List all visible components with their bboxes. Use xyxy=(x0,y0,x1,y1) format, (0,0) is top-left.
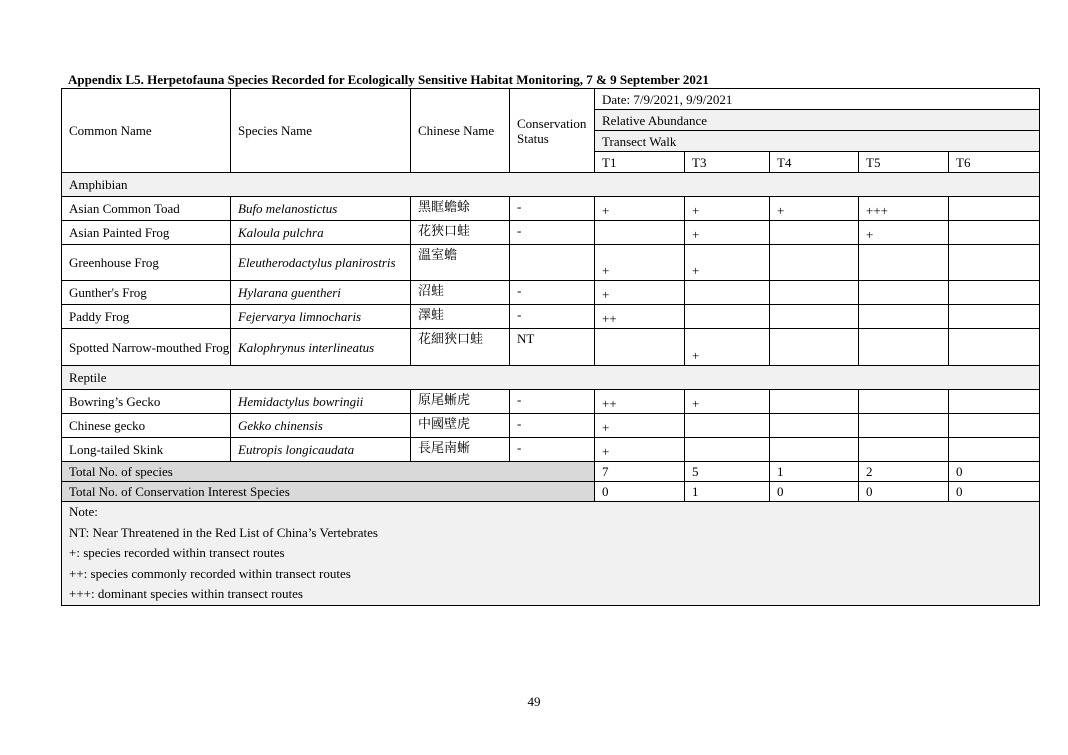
common-name-cell: Spotted Narrow-mouthed Frog xyxy=(62,329,231,366)
conservation-status-cell: - xyxy=(510,221,595,245)
abundance-cell: + xyxy=(595,438,685,462)
group-row xyxy=(62,173,1040,197)
abundance-cell: +++ xyxy=(859,197,949,221)
species-name-cell: Fejervarya limnocharis xyxy=(231,305,411,329)
species-name-cell: Gekko chinensis xyxy=(231,414,411,438)
total-value: 1 xyxy=(685,482,770,502)
notes-cell xyxy=(62,502,1040,606)
abundance-cell xyxy=(949,414,1040,438)
abundance-cell xyxy=(949,390,1040,414)
group-label: Amphibian xyxy=(62,173,1040,197)
abundance-cell xyxy=(949,329,1040,366)
conservation-status-cell: - xyxy=(510,305,595,329)
abundance-cell xyxy=(770,438,859,462)
conservation-status-cell: - xyxy=(510,390,595,414)
header-conservation-status: Conservation Status xyxy=(510,89,595,173)
table-row xyxy=(62,305,1040,329)
chinese-name-cell: 花狹口蛙 xyxy=(411,221,510,245)
common-name-cell: Gunther's Frog xyxy=(62,281,231,305)
table-row xyxy=(62,329,1040,366)
abundance-cell: + xyxy=(685,245,770,281)
species-name-cell: Hemidactylus bowringii xyxy=(231,390,411,414)
abundance-cell: ++ xyxy=(595,305,685,329)
header-transect: T3 xyxy=(685,152,770,173)
common-name-cell: Bowring’s Gecko xyxy=(62,390,231,414)
abundance-cell: + xyxy=(595,197,685,221)
chinese-name-cell: 澤蛙 xyxy=(411,305,510,329)
abundance-cell xyxy=(859,305,949,329)
header-transect: T6 xyxy=(949,152,1040,173)
table-row xyxy=(62,245,1040,281)
total-label: Total No. of species xyxy=(62,462,595,482)
abundance-cell xyxy=(859,390,949,414)
total-value: 1 xyxy=(770,462,859,482)
total-value: 0 xyxy=(859,482,949,502)
abundance-cell xyxy=(685,414,770,438)
abundance-cell xyxy=(770,414,859,438)
abundance-cell: ++ xyxy=(595,390,685,414)
total-value: 0 xyxy=(595,482,685,502)
species-name-cell: Eutropis longicaudata xyxy=(231,438,411,462)
abundance-cell xyxy=(859,438,949,462)
abundance-cell: + xyxy=(859,221,949,245)
header-date: Date: 7/9/2021, 9/9/2021 xyxy=(595,89,1040,110)
table-row xyxy=(62,197,1040,221)
chinese-name-cell: 沼蛙 xyxy=(411,281,510,305)
conservation-status-cell: - xyxy=(510,281,595,305)
header-chinese-name: Chinese Name xyxy=(411,89,510,173)
note-line: NT: Near Threatened in the Red List of China’s Vertebrates xyxy=(69,524,378,540)
group-row xyxy=(62,366,1040,390)
header-species-name: Species Name xyxy=(231,89,411,173)
species-name-cell: Bufo melanostictus xyxy=(231,197,411,221)
chinese-name-cell: 中國壁虎 xyxy=(411,414,510,438)
abundance-cell xyxy=(770,390,859,414)
abundance-cell xyxy=(859,281,949,305)
abundance-cell xyxy=(770,245,859,281)
abundance-cell: + xyxy=(595,281,685,305)
abundance-cell: + xyxy=(685,221,770,245)
table-row xyxy=(62,414,1040,438)
abundance-cell xyxy=(595,329,685,366)
abundance-cell: + xyxy=(770,197,859,221)
table-row xyxy=(62,438,1040,462)
total-row xyxy=(62,482,1040,502)
species-name-cell: Kalophrynus interlineatus xyxy=(231,329,411,366)
abundance-cell xyxy=(859,329,949,366)
total-value: 0 xyxy=(949,462,1040,482)
abundance-cell xyxy=(770,221,859,245)
notes-row xyxy=(62,502,1040,606)
header-relative-abundance: Relative Abundance xyxy=(595,110,1040,131)
note-line: ++: species commonly recorded within transect routes xyxy=(69,565,351,581)
abundance-cell xyxy=(685,305,770,329)
common-name-cell: Paddy Frog xyxy=(62,305,231,329)
table-caption: Appendix L5. Herpetofauna Species Recorded for Ecologically Sensitive Habitat Monitoring, 7 & 9 September 2021 xyxy=(68,72,709,87)
species-name-cell: Hylarana guentheri xyxy=(231,281,411,305)
conservation-status-cell xyxy=(510,245,595,281)
common-name-cell: Greenhouse Frog xyxy=(62,245,231,281)
abundance-cell xyxy=(770,329,859,366)
group-label: Reptile xyxy=(62,366,1040,390)
abundance-cell xyxy=(595,221,685,245)
abundance-cell xyxy=(949,281,1040,305)
chinese-name-cell: 花細狹口蛙 xyxy=(411,329,510,366)
herpetofauna-table xyxy=(61,88,1040,606)
conservation-status-cell: - xyxy=(510,438,595,462)
total-value: 7 xyxy=(595,462,685,482)
abundance-cell: + xyxy=(595,414,685,438)
conservation-status-cell: NT xyxy=(510,329,595,366)
abundance-cell xyxy=(949,197,1040,221)
header-transect: T1 xyxy=(595,152,685,173)
abundance-cell xyxy=(685,281,770,305)
total-value: 5 xyxy=(685,462,770,482)
abundance-cell xyxy=(859,414,949,438)
species-name-cell: Eleutherodactylus planirostris xyxy=(231,245,411,281)
note-line: Note: xyxy=(69,504,98,519)
common-name-cell: Chinese gecko xyxy=(62,414,231,438)
abundance-cell: + xyxy=(595,245,685,281)
abundance-cell xyxy=(949,221,1040,245)
header-transect: T5 xyxy=(859,152,949,173)
table-row xyxy=(62,390,1040,414)
total-label: Total No. of Conservation Interest Species xyxy=(62,482,595,502)
table-row xyxy=(62,221,1040,245)
abundance-cell xyxy=(859,245,949,281)
total-value: 0 xyxy=(949,482,1040,502)
abundance-cell: + xyxy=(685,197,770,221)
chinese-name-cell: 原尾蜥虎 xyxy=(411,390,510,414)
total-value: 0 xyxy=(770,482,859,502)
header-common-name: Common Name xyxy=(62,89,231,173)
note-line: +++: dominant species within transect routes xyxy=(69,586,303,601)
abundance-cell: + xyxy=(685,329,770,366)
conservation-status-cell: - xyxy=(510,197,595,221)
common-name-cell: Long-tailed Skink xyxy=(62,438,231,462)
abundance-cell xyxy=(770,281,859,305)
common-name-cell: Asian Painted Frog xyxy=(62,221,231,245)
header-transect: T4 xyxy=(770,152,859,173)
chinese-name-cell: 溫室蟾 xyxy=(411,245,510,281)
abundance-cell: + xyxy=(685,390,770,414)
table-row xyxy=(62,281,1040,305)
abundance-cell xyxy=(949,245,1040,281)
chinese-name-cell: 黑眶蟾蜍 xyxy=(411,197,510,221)
species-name-cell: Kaloula pulchra xyxy=(231,221,411,245)
page-number: 49 xyxy=(527,694,541,709)
conservation-status-cell: - xyxy=(510,414,595,438)
abundance-cell xyxy=(685,438,770,462)
chinese-name-cell: 長尾南蜥 xyxy=(411,438,510,462)
common-name-cell: Asian Common Toad xyxy=(62,197,231,221)
header-transect-walk: Transect Walk xyxy=(595,131,1040,152)
abundance-cell xyxy=(949,438,1040,462)
total-row xyxy=(62,462,1040,482)
total-value: 2 xyxy=(859,462,949,482)
note-line: +: species recorded within transect routes xyxy=(69,545,285,560)
abundance-cell xyxy=(770,305,859,329)
abundance-cell xyxy=(949,305,1040,329)
